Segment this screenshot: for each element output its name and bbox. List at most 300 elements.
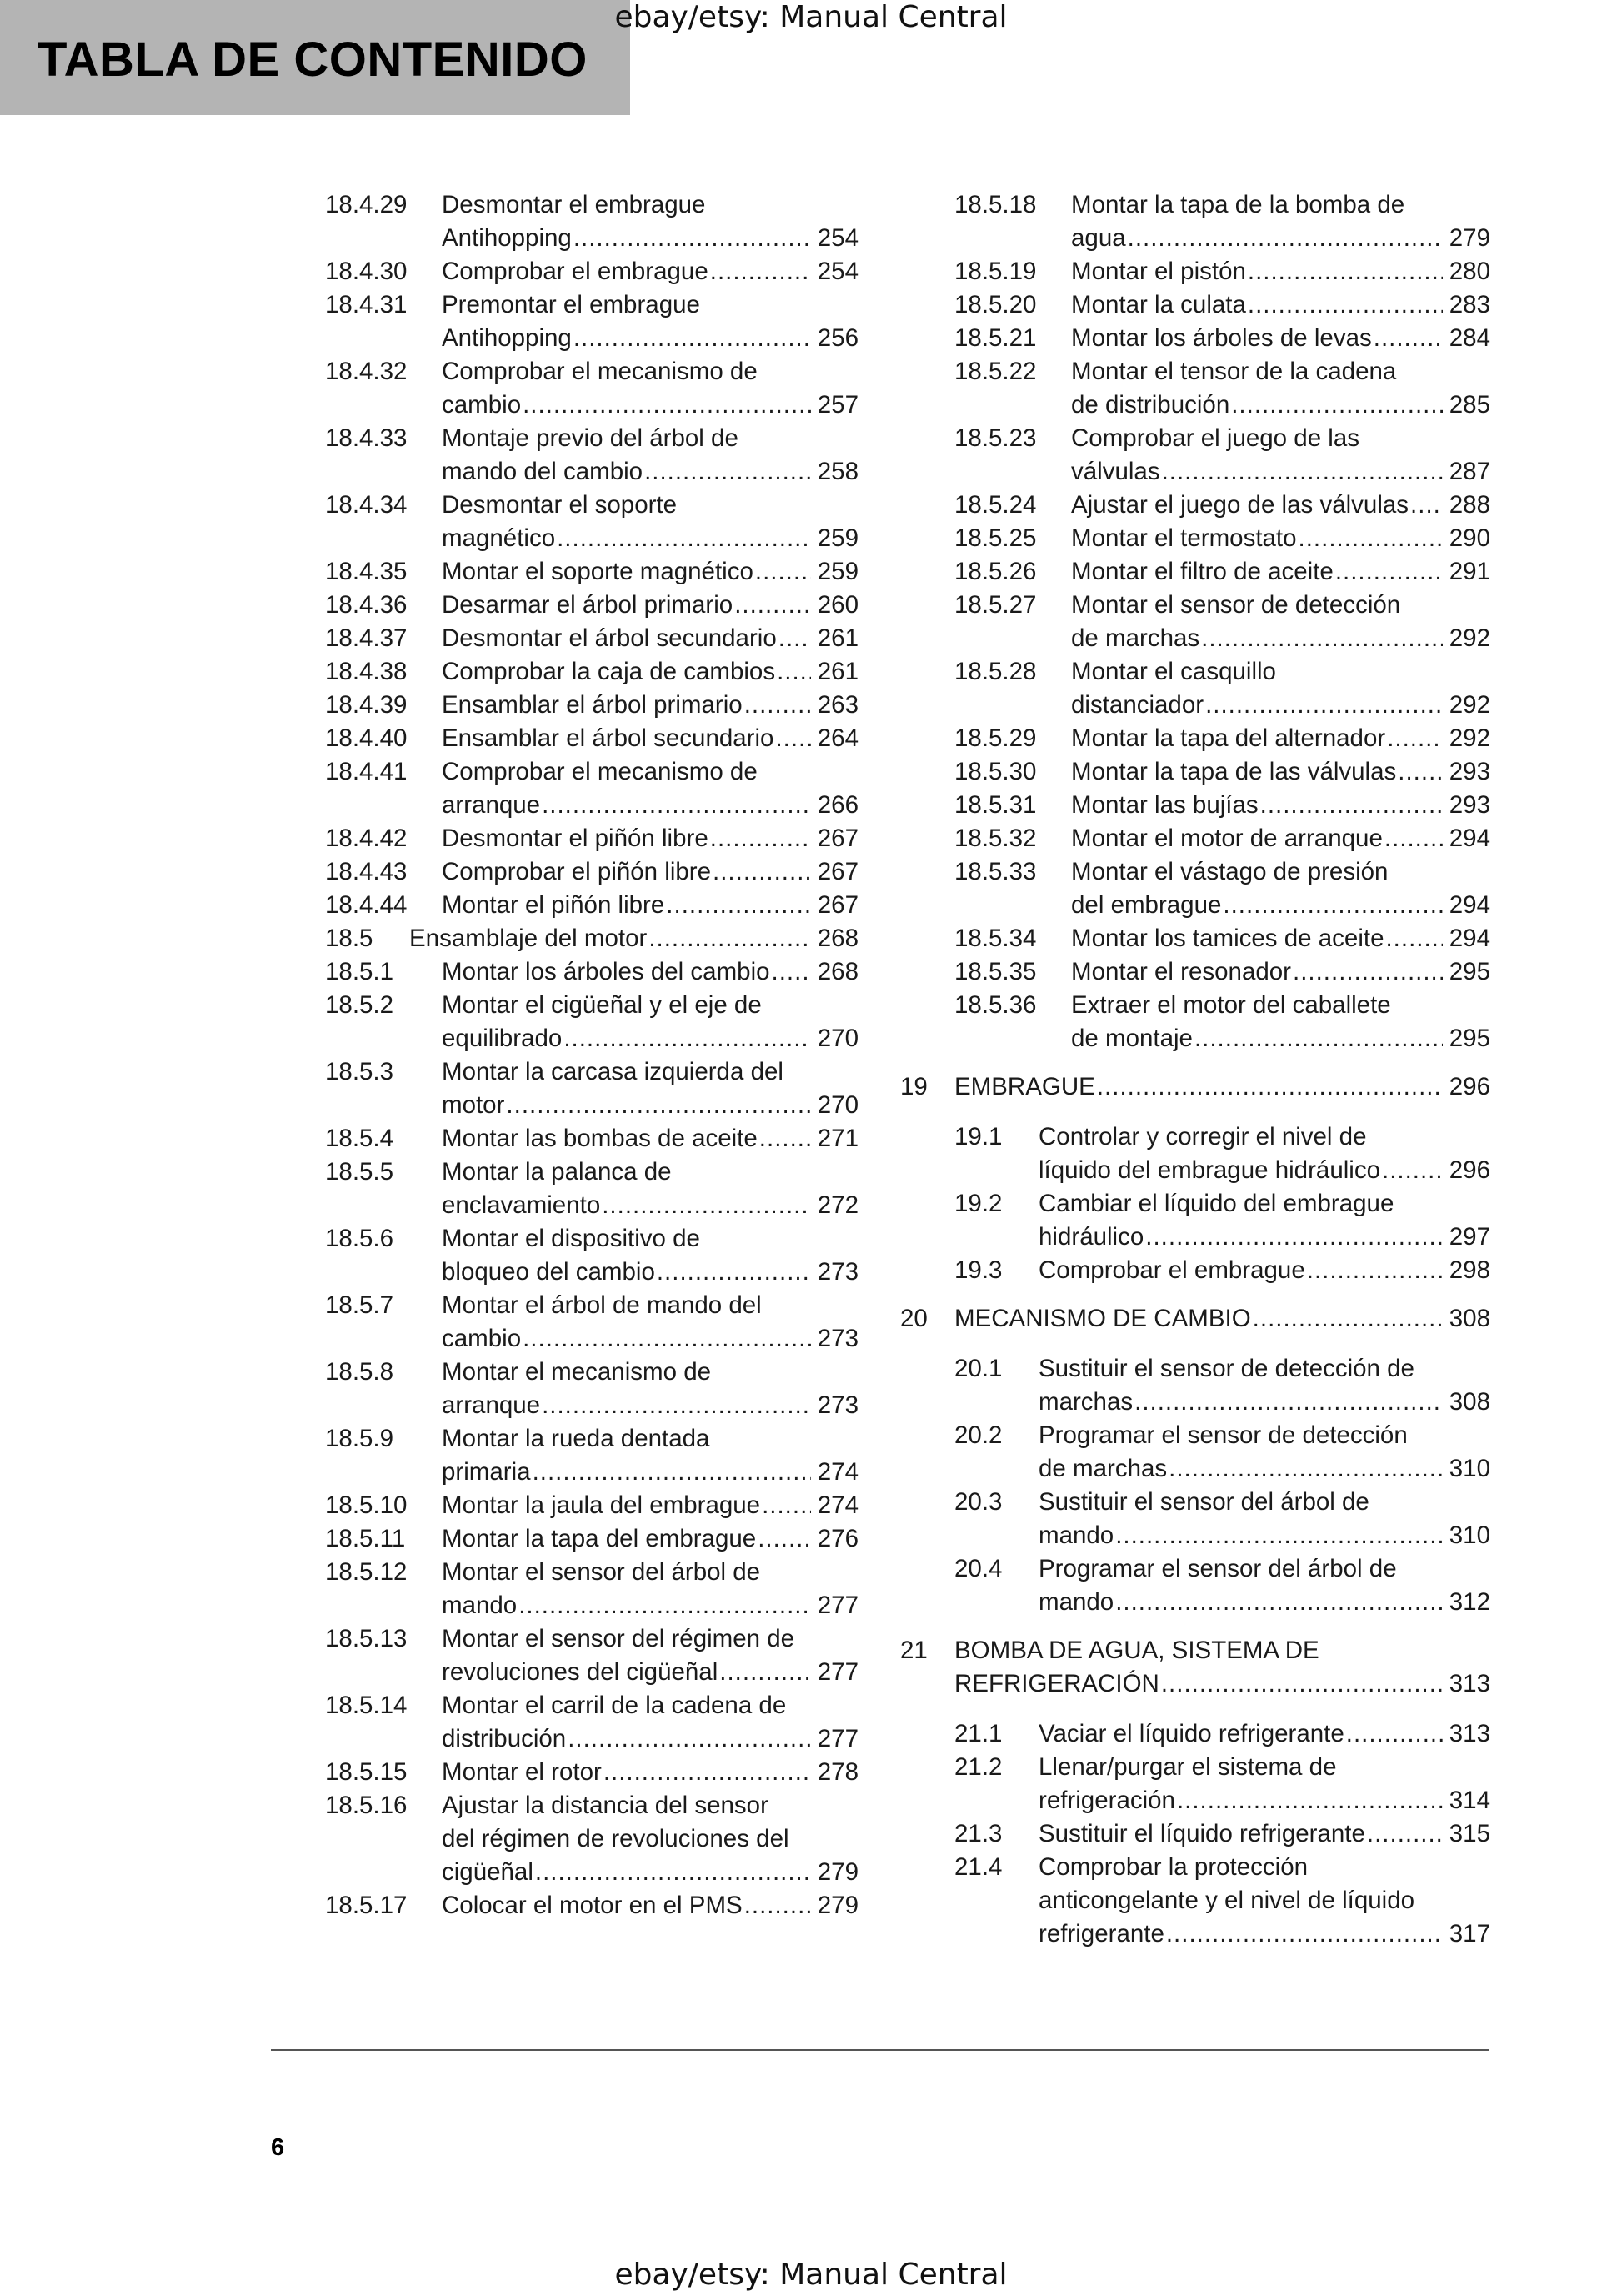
toc-entry-number: 18.5.23 xyxy=(954,424,1037,452)
toc-entry-page: 278 xyxy=(817,1758,859,1786)
toc-entry[interactable] xyxy=(954,955,1490,989)
toc-entry-title xyxy=(1071,655,1490,722)
toc-entry-number: 20.4 xyxy=(954,1555,1003,1582)
toc-entry[interactable] xyxy=(954,722,1490,755)
dot-leader xyxy=(1231,389,1443,422)
toc-entry[interactable] xyxy=(325,689,859,722)
toc-entry-title-line: mando xyxy=(442,1592,518,1619)
toc-entry-page: 254 xyxy=(817,258,859,285)
toc-entry-title xyxy=(442,655,859,689)
toc-entry-title-line: Montar la tapa del embrague xyxy=(442,1525,757,1552)
toc-entry-page: 272 xyxy=(817,1191,859,1219)
dot-leader xyxy=(1307,1254,1443,1287)
toc-entry-page: 283 xyxy=(1449,291,1490,318)
toc-entry-number: 18.4.32 xyxy=(325,358,408,385)
toc-entry[interactable] xyxy=(954,522,1490,555)
toc-entry[interactable] xyxy=(954,1817,1490,1851)
dot-leader xyxy=(657,1256,811,1289)
dot-leader xyxy=(506,1089,810,1122)
toc-entry-title xyxy=(442,855,859,889)
toc-entry-page: 313 xyxy=(1449,1670,1490,1697)
toc-entry-title-line: hidráulico xyxy=(1039,1223,1144,1251)
toc-entry[interactable] xyxy=(954,422,1490,489)
toc-entry-number: 20 xyxy=(900,1305,928,1332)
toc-entry[interactable] xyxy=(954,1552,1490,1619)
toc-entry[interactable] xyxy=(954,1419,1490,1486)
toc-entry-title-line: mando del cambio xyxy=(442,458,643,485)
toc-entry-title xyxy=(442,955,859,989)
toc-entry-number: 18.5.36 xyxy=(954,991,1037,1019)
dot-leader xyxy=(1387,722,1443,755)
toc-entry-page: 317 xyxy=(1449,1920,1490,1948)
toc-entry-title-line: mando xyxy=(1039,1521,1114,1549)
toc-entry-title-line: de marchas xyxy=(1071,624,1200,652)
toc-entry-page: 292 xyxy=(1449,724,1490,752)
toc-entry-title xyxy=(442,422,859,489)
toc-entry-number: 18.5.19 xyxy=(954,258,1037,285)
toc-entry[interactable] xyxy=(325,1156,859,1222)
toc-entry-title-line: Programar el sensor del árbol de xyxy=(1039,1555,1397,1582)
dot-leader xyxy=(1335,555,1443,589)
toc-entry[interactable] xyxy=(325,722,859,755)
toc-entry-number: 18.4.41 xyxy=(325,758,408,785)
dot-leader xyxy=(758,1522,811,1556)
toc-entry-number: 18.4.36 xyxy=(325,591,408,619)
toc-entry-title xyxy=(1071,522,1490,555)
toc-entry[interactable] xyxy=(954,1187,1490,1254)
toc-entry-title-line: distribución xyxy=(442,1725,567,1752)
toc-entry[interactable] xyxy=(325,655,859,689)
dot-leader xyxy=(1115,1519,1443,1552)
toc-entry-title-line: Desarmar el árbol primario xyxy=(442,591,733,619)
toc-entry[interactable] xyxy=(954,188,1490,255)
toc-entry-title-line: arranque xyxy=(442,1391,541,1419)
dot-leader xyxy=(719,1656,810,1689)
toc-entry-title xyxy=(1071,855,1490,922)
dot-leader xyxy=(777,655,811,689)
dot-leader xyxy=(1385,922,1442,955)
toc-entry-page: 279 xyxy=(817,1892,859,1919)
toc-entry-title xyxy=(1071,822,1490,855)
toc-entry-title-line: Montar el filtro de aceite xyxy=(1071,558,1334,585)
toc-entry-title-line: Montar el pistón xyxy=(1071,258,1246,285)
toc-chapter-entry[interactable] xyxy=(900,1302,1490,1336)
toc-entry-title-line: Comprobar el mecanismo de xyxy=(442,358,758,385)
toc-entry-title xyxy=(442,1156,859,1222)
toc-entry[interactable] xyxy=(325,1489,859,1522)
toc-entry-title-line: Montar el soporte magnético xyxy=(442,558,753,585)
toc-entry[interactable] xyxy=(325,622,859,655)
dot-leader xyxy=(1346,1717,1443,1751)
toc-entry[interactable] xyxy=(325,188,859,255)
toc-entry-title xyxy=(409,922,859,955)
toc-entry[interactable] xyxy=(325,1422,859,1489)
toc-entry-number: 18.5.29 xyxy=(954,724,1037,752)
toc-entry-title xyxy=(1071,955,1490,989)
toc-entry[interactable] xyxy=(325,1756,859,1789)
toc-entry-page: 274 xyxy=(817,1458,859,1486)
toc-entry-title-line: Montar el árbol de mando del xyxy=(442,1291,762,1319)
toc-entry-number: 18.4.33 xyxy=(325,424,408,452)
toc-entry[interactable] xyxy=(325,1556,859,1622)
dot-leader xyxy=(710,255,811,288)
toc-entry[interactable] xyxy=(954,789,1490,822)
toc-entry-number: 18.5.8 xyxy=(325,1358,394,1386)
toc-entry-title-line: Montar el casquillo xyxy=(1071,658,1276,685)
toc-entry[interactable] xyxy=(325,1889,859,1923)
toc-entry-number: 18.5.20 xyxy=(954,291,1037,318)
toc-entry-number: 18.4.39 xyxy=(325,691,408,719)
dot-leader xyxy=(563,1022,810,1055)
dot-leader xyxy=(1145,1221,1442,1254)
toc-entry[interactable] xyxy=(954,555,1490,589)
toc-entry-title xyxy=(1039,1120,1490,1187)
toc-entry[interactable] xyxy=(954,322,1490,355)
toc-entry-page: 308 xyxy=(1449,1305,1490,1332)
toc-entry-number: 18.5.2 xyxy=(325,991,394,1019)
toc-entry-title-line: distanciador xyxy=(1071,691,1204,719)
toc-entry-page: 261 xyxy=(817,624,859,652)
toc-entry-title-line: Montaje previo del árbol de xyxy=(442,424,738,452)
dot-leader xyxy=(1177,1784,1443,1817)
toc-entry-number: 18.5.18 xyxy=(954,191,1037,218)
toc-entry-title-line: Sustituir el sensor del árbol de xyxy=(1039,1488,1369,1516)
toc-entry-page: 315 xyxy=(1449,1820,1490,1847)
toc-entry-title xyxy=(442,288,859,355)
toc-entry-number: 18.5.35 xyxy=(954,958,1037,985)
toc-entry[interactable] xyxy=(954,1486,1490,1552)
toc-entry-title xyxy=(442,188,859,255)
toc-entry-title-line: Ensamblar el árbol secundario xyxy=(442,724,774,752)
toc-entry-page: 259 xyxy=(817,524,859,552)
toc-entry-number: 18.4.44 xyxy=(325,891,408,919)
toc-entry-page: 270 xyxy=(817,1091,859,1119)
toc-entry-title-line: enclavamiento xyxy=(442,1191,601,1219)
toc-entry[interactable] xyxy=(325,1622,859,1689)
dot-leader xyxy=(713,855,811,889)
toc-entry-title xyxy=(1039,1851,1490,1951)
toc-entry-page: 277 xyxy=(817,1592,859,1619)
toc-entry-title-line: MECANISMO DE CAMBIO xyxy=(954,1305,1251,1332)
toc-entry[interactable] xyxy=(325,822,859,855)
toc-entry[interactable] xyxy=(325,288,859,355)
toc-entry-page: 310 xyxy=(1449,1521,1490,1549)
toc-entry[interactable] xyxy=(325,1522,859,1556)
toc-entry-number: 18.4.30 xyxy=(325,258,408,285)
toc-entry[interactable] xyxy=(954,755,1490,789)
toc-entry-title-line: bloqueo del cambio xyxy=(442,1258,655,1286)
toc-entry[interactable] xyxy=(325,755,859,822)
toc-entry-title-line: de montaje xyxy=(1071,1025,1193,1052)
toc-entry-number: 21.3 xyxy=(954,1820,1003,1847)
toc-entry[interactable] xyxy=(325,489,859,555)
toc-entry-title xyxy=(1039,1187,1490,1254)
toc-entry[interactable] xyxy=(325,922,859,955)
toc-entry-page: 294 xyxy=(1449,925,1490,952)
toc-entry-number: 18.5.17 xyxy=(325,1892,408,1919)
toc-entry-number: 20.1 xyxy=(954,1355,1003,1382)
toc-entry[interactable] xyxy=(954,1120,1490,1187)
toc-chapter-entry[interactable] xyxy=(900,1070,1490,1104)
toc-entry-title xyxy=(442,1789,859,1889)
toc-entry-title-line: EMBRAGUE xyxy=(954,1073,1095,1100)
toc-entry-title-line: Desmontar el soporte xyxy=(442,491,678,519)
dot-leader xyxy=(644,455,811,489)
dot-leader xyxy=(518,1589,811,1622)
toc-entry-number: 18.5.9 xyxy=(325,1425,394,1452)
toc-entry-title-line: Montar el cigüeñal y el eje de xyxy=(442,991,762,1019)
toc-entry-page: 291 xyxy=(1449,558,1490,585)
toc-entry-number: 18.5.33 xyxy=(954,858,1037,885)
toc-entry-page: 261 xyxy=(817,658,859,685)
dot-leader xyxy=(1248,255,1443,288)
toc-entry-number: 18.5.22 xyxy=(954,358,1037,385)
toc-entry-title xyxy=(1071,188,1490,255)
toc-entry-number: 18.5.10 xyxy=(325,1491,408,1519)
toc-entry-title xyxy=(1071,489,1490,522)
toc-entry[interactable] xyxy=(325,1222,859,1289)
toc-entry-title-line: de distribución xyxy=(1071,391,1230,419)
toc-entry-number: 18.5.7 xyxy=(325,1291,394,1319)
dot-leader xyxy=(1223,889,1442,922)
toc-entry-title-line: Llenar/purgar el sistema de xyxy=(1039,1753,1337,1781)
dot-leader xyxy=(1162,455,1443,489)
toc-entry[interactable] xyxy=(954,922,1490,955)
toc-entry-page: 297 xyxy=(1449,1223,1490,1251)
dot-leader xyxy=(710,822,811,855)
toc-entry-title xyxy=(954,1634,1490,1701)
toc-entry-title xyxy=(442,889,859,922)
toc-entry-title-line: Ajustar la distancia del sensor xyxy=(442,1792,768,1819)
toc-entry-title-line: Colocar el motor en el PMS xyxy=(442,1892,743,1919)
toc-entry-page: 292 xyxy=(1449,624,1490,652)
toc-entry-number: 18.4.35 xyxy=(325,558,408,585)
toc-entry-number: 18.5.32 xyxy=(954,825,1037,852)
toc-entry-page: 312 xyxy=(1449,1588,1490,1616)
toc-entry-number: 18.5.5 xyxy=(325,1158,394,1186)
toc-entry-title xyxy=(1071,422,1490,489)
toc-entry-title-line: Montar los árboles de levas xyxy=(1071,324,1372,352)
toc-entry-title-line: Comprobar el embrague xyxy=(442,258,708,285)
toc-entry[interactable] xyxy=(954,1851,1490,1951)
toc-entry-title-line: Antihopping xyxy=(442,324,572,352)
toc-entry-title xyxy=(1071,288,1490,322)
toc-entry-title-line: primaria xyxy=(442,1458,531,1486)
toc-entry[interactable] xyxy=(325,1789,859,1889)
toc-entry-title xyxy=(442,355,859,422)
toc-entry[interactable] xyxy=(325,1356,859,1422)
dot-leader xyxy=(573,222,811,255)
toc-entry[interactable] xyxy=(325,889,859,922)
toc-entry-title xyxy=(442,489,859,555)
toc-entry-title-line: Montar la jaula del embrague xyxy=(442,1491,761,1519)
toc-entry[interactable] xyxy=(954,1717,1490,1751)
toc-entry-title-line: Sustituir el sensor de detección de xyxy=(1039,1355,1414,1382)
toc-entry[interactable] xyxy=(325,589,859,622)
toc-entry-title xyxy=(442,1622,859,1689)
dot-leader xyxy=(1166,1918,1443,1951)
toc-entry-title-line: Montar los tamices de aceite xyxy=(1071,925,1384,952)
dot-leader xyxy=(602,1189,811,1222)
watermark-bottom: ebay/etsy: Manual Central xyxy=(614,2258,1008,2292)
toc-entry-title xyxy=(442,1889,859,1923)
toc-entry-page: 279 xyxy=(1449,224,1490,252)
toc-entry[interactable] xyxy=(325,989,859,1055)
dot-leader xyxy=(1169,1452,1443,1486)
toc-entry[interactable] xyxy=(954,355,1490,422)
toc-entry-page: 273 xyxy=(817,1325,859,1352)
toc-entry-title-line: Extraer el motor del caballete xyxy=(1071,991,1391,1019)
dot-leader xyxy=(1253,1302,1443,1336)
toc-entry-page: 295 xyxy=(1449,1025,1490,1052)
toc-entry[interactable] xyxy=(954,1751,1490,1817)
toc-entry-page: 288 xyxy=(1449,491,1490,519)
toc-entry-number: 18.4.34 xyxy=(325,491,408,519)
dot-leader xyxy=(535,1856,811,1889)
toc-entry-title-line: Comprobar el piñón libre xyxy=(442,858,712,885)
toc-entry-title-line: Montar el tensor de la cadena xyxy=(1071,358,1397,385)
toc-entry-title-line: de marchas xyxy=(1039,1455,1168,1482)
toc-entry-page: 267 xyxy=(817,858,859,885)
dot-leader xyxy=(1194,1022,1443,1055)
toc-entry-title-line: magnético xyxy=(442,524,556,552)
dot-leader xyxy=(755,555,811,589)
toc-entry-number: 18.5.24 xyxy=(954,491,1037,519)
toc-entry-title-line: Desmontar el árbol secundario xyxy=(442,624,777,652)
toc-entry-title-line: Montar el termostato xyxy=(1071,524,1297,552)
toc-entry-title xyxy=(442,1756,859,1789)
toc-column-left xyxy=(325,188,859,1923)
toc-entry-number: 18.5.3 xyxy=(325,1058,394,1085)
toc-entry-number: 19 xyxy=(900,1073,928,1100)
toc-entry[interactable] xyxy=(325,255,859,288)
toc-entry-page: 267 xyxy=(817,891,859,919)
toc-entry-title xyxy=(1071,589,1490,655)
toc-entry[interactable] xyxy=(325,422,859,489)
dot-leader xyxy=(542,789,811,822)
toc-entry-title-line: Montar el dispositivo de xyxy=(442,1225,700,1252)
toc-entry[interactable] xyxy=(325,855,859,889)
toc-entry-title-line: Comprobar el embrague xyxy=(1039,1256,1305,1284)
toc-entry[interactable] xyxy=(954,1254,1490,1287)
dot-leader xyxy=(1398,755,1442,789)
toc-entry-page: 284 xyxy=(1449,324,1490,352)
toc-entry-title xyxy=(954,1070,1490,1104)
dot-leader xyxy=(542,1389,811,1422)
page-number: 6 xyxy=(271,2134,285,2161)
toc-entry-number: 18.4.40 xyxy=(325,724,408,752)
toc-entry-number: 18.5.6 xyxy=(325,1225,394,1252)
toc-entry-title-line: cigüeñal xyxy=(442,1858,533,1886)
dot-leader xyxy=(744,1889,811,1923)
dot-leader xyxy=(1384,822,1443,855)
toc-entry[interactable] xyxy=(325,555,859,589)
toc-entry-title xyxy=(442,722,859,755)
toc-entry-page: 254 xyxy=(817,224,859,252)
dot-leader xyxy=(1248,288,1443,322)
toc-entry-title-line: Montar el resonador xyxy=(1071,958,1292,985)
toc-entry-title-line: Comprobar la caja de cambios xyxy=(442,658,776,685)
toc-entry[interactable] xyxy=(325,1289,859,1356)
dot-leader xyxy=(734,589,811,622)
page-title: TABLA DE CONTENIDO xyxy=(38,33,588,87)
toc-entry[interactable] xyxy=(325,1689,859,1756)
toc-entry-title xyxy=(442,1522,859,1556)
toc-entry-title xyxy=(1039,1717,1490,1751)
toc-entry-title-line: Montar el carril de la cadena de xyxy=(442,1692,787,1719)
toc-entry-title xyxy=(1039,1552,1490,1619)
toc-entry-title xyxy=(1071,989,1490,1055)
toc-entry-number: 21.4 xyxy=(954,1853,1003,1881)
dot-leader xyxy=(1134,1386,1443,1419)
toc-entry[interactable] xyxy=(954,288,1490,322)
toc-entry-title-line: Montar la tapa del alternador xyxy=(1071,724,1386,752)
toc-entry[interactable] xyxy=(954,989,1490,1055)
toc-entry-title-line: Montar el vástago de presión xyxy=(1071,858,1389,885)
toc-entry-page: 290 xyxy=(1449,524,1490,552)
toc-entry[interactable] xyxy=(954,822,1490,855)
dot-leader xyxy=(573,322,811,355)
toc-entry[interactable] xyxy=(954,1352,1490,1419)
toc-entry-number: 18.5.28 xyxy=(954,658,1037,685)
toc-entry-title-line: Montar el mecanismo de xyxy=(442,1358,712,1386)
toc-entry-number: 18.5.27 xyxy=(954,591,1037,619)
toc-entry-title xyxy=(442,1489,859,1522)
toc-entry-title-line: marchas xyxy=(1039,1388,1134,1416)
toc-entry[interactable] xyxy=(325,955,859,989)
toc-entry-title xyxy=(1039,1486,1490,1552)
toc-entry-page: 274 xyxy=(817,1491,859,1519)
toc-entry-page: 276 xyxy=(817,1525,859,1552)
toc-entry-page: 308 xyxy=(1449,1388,1490,1416)
toc-entry-page: 280 xyxy=(1449,258,1490,285)
toc-entry-number: 18.5.31 xyxy=(954,791,1037,819)
toc-entry[interactable] xyxy=(954,589,1490,655)
toc-entry[interactable] xyxy=(954,255,1490,288)
toc-entry[interactable] xyxy=(954,489,1490,522)
toc-entry-title xyxy=(442,1356,859,1422)
toc-entry-title-line: Montar el sensor de detección xyxy=(1071,591,1401,619)
dot-leader xyxy=(666,889,810,922)
toc-entry[interactable] xyxy=(325,1122,859,1156)
toc-entry-number: 18.4.37 xyxy=(325,624,408,652)
toc-entry[interactable] xyxy=(954,855,1490,922)
toc-entry[interactable] xyxy=(325,355,859,422)
toc-entry-title-line: Montar el piñón libre xyxy=(442,891,665,919)
toc-entry-title xyxy=(1071,322,1490,355)
toc-entry-title-line: válvulas xyxy=(1071,458,1160,485)
dot-leader xyxy=(1205,689,1443,722)
toc-entry-page: 267 xyxy=(817,825,859,852)
toc-entry-title xyxy=(442,555,859,589)
dot-leader xyxy=(523,1322,811,1356)
toc-entry-title-line: mando xyxy=(1039,1588,1114,1616)
toc-entry[interactable] xyxy=(954,655,1490,722)
toc-entry[interactable] xyxy=(325,1055,859,1122)
dot-leader xyxy=(1410,489,1443,522)
toc-entry-title-line: Sustituir el líquido refrigerante xyxy=(1039,1820,1365,1847)
toc-entry-title-line: Desmontar el piñón libre xyxy=(442,825,708,852)
dot-leader xyxy=(1293,955,1443,989)
toc-entry-title xyxy=(954,1302,1490,1336)
toc-entry-page: 260 xyxy=(817,591,859,619)
toc-entry-title-line: Controlar y corregir el nivel de xyxy=(1039,1123,1367,1151)
toc-chapter-entry[interactable] xyxy=(900,1634,1490,1701)
toc-entry-number: 20.2 xyxy=(954,1421,1003,1449)
toc-entry-number: 21.2 xyxy=(954,1753,1003,1781)
toc-entry-page: 298 xyxy=(1449,1256,1490,1284)
toc-entry-title xyxy=(442,1556,859,1622)
